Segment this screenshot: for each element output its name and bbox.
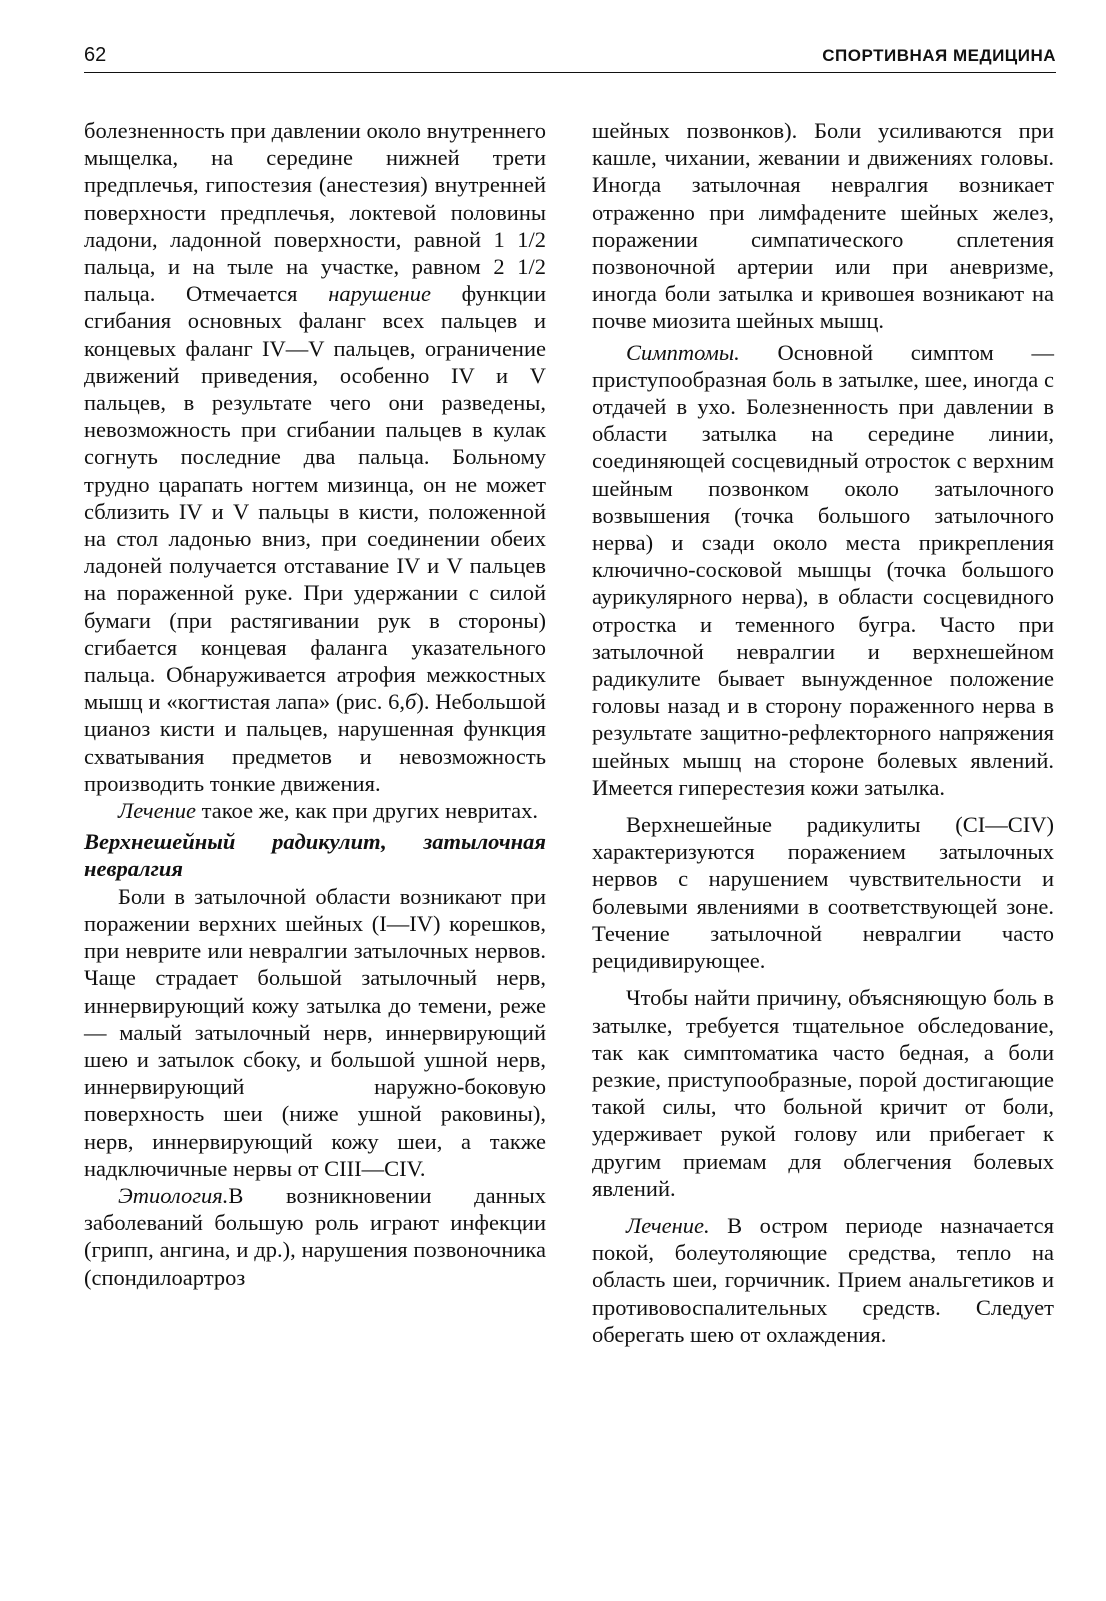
paragraph: [84, 797, 546, 824]
paragraph: Чтобы найти причину, объясняющую боль в затылке, требуется тщательное обследование, так как симптоматика часто бедная, а боли резкие, приступообразные, порой достигающие такой силы, что больной кричит от боли, удерживает рукой голову или прибегает к другим приемам для облегчения болевых явлений.: [592, 985, 1054, 1201]
text: болезненность при давлении около внутреннего мыщелка, на середине нижней трети предплечья, гипостезия (анестезия) внутренней поверхности предплечья, локтевой половины ладони, ладонной поверхности, равной 1 1/2 пальца, и на тыле на участке, равном 2 1/2 пальца. Отмечается: [84, 118, 546, 307]
paragraph: Боли в затылочной области возникают при поражении верхних шейных (I—IV) корешков, при неврите или невралгии затылочных нервов. Чаще страдает большой затылочный нерв, иннервирующий кожу затылка до темени, реже — малый затылочный нерв, иннервирующий шею и затылок сбоку, и большой ушной нерв, иннервирующий наружно-боковую поверхность шеи (ниже ушной раковины), нерв, иннервирующий кожу шеи, а также надключичные нервы от CIII—CIV.: [84, 883, 546, 1181]
emphasis: Симптомы.: [626, 339, 740, 365]
paragraph: [84, 117, 546, 797]
text: В остром периоде назначается покой, болеутоляющие средства, тепло на область шеи, горчичник. Прием анальгетиков и противовоспалительных средств. Следует оберегать шею от охлаждения.: [592, 1212, 1054, 1347]
emphasis: б: [405, 689, 417, 715]
emphasis: нарушение: [328, 281, 431, 307]
page-number: 62: [84, 44, 107, 66]
text: функции сгибания основных фаланг всех пальцев и концевых фаланг IV—V пальцев, ограничение движений приведения, особенно IV и V пальцев, в результате чего они разведены, невозможность при сгибании пальцев в кулак согнуть последние два пальца. Больному трудно царапать ногтем мизинца, он не может сблизить IV и V пальцы в кисти, положенной на стол ладонью вниз, при соединении обеих ладоней получается отставание IV и V пальцев на пораженной руке. При удержании с силой бумаги (при растягивании рук в стороны) сгибается концевая фаланга указательного пальца. Обнаруживается атрофия межкостных мышц и «когтистая лапа» (рис. 6,: [84, 281, 546, 715]
paragraph: [592, 1212, 1054, 1348]
text: ). Небольшой цианоз кисти и пальцев, нарушенная функция схватывания предметов и невозможность производить тонкие движения.: [84, 689, 546, 796]
text: такое же, как при других невритах.: [196, 798, 538, 824]
paragraph: [84, 1182, 546, 1291]
paragraph: [592, 339, 1054, 801]
left-column: [84, 117, 546, 1291]
right-column: [592, 117, 1054, 1348]
emphasis: Лечение.: [626, 1212, 710, 1238]
text: В возникновении данных заболеваний большую роль играют инфекции (грипп, ангина, и др.), нарушения позвоночника (спондилоартроз: [84, 1182, 546, 1290]
running-head: СПОРТИВНАЯ МЕДИЦИНА: [822, 46, 1056, 65]
paragraph: шейных позвонков). Боли усиливаются при кашле, чихании, жевании и движениях головы. Иногда затылочная невралгия возникает отраженно при лимфадените шейных желез, поражении симпатического сплетения позвоночной артерии или при аневризме, иногда боли затылка и кривошея возникают на почве миозита шейных мышц.: [592, 118, 1054, 334]
emphasis: Этиология.: [118, 1182, 229, 1208]
emphasis: Лечение: [118, 798, 197, 824]
header-rule: [84, 72, 1056, 73]
section-heading: Верхнешейный радикулит, затылочная невралгия: [84, 829, 546, 882]
text: Основной симптом — приступообразная боль в затылке, шее, иногда с отдачей в ухо. Болезненность при давлении в области затылка на середине линии, соединяющей сосцевидный отросток с верхним шейным позвонком около затылочного возвышения (точка большого затылочного нерва) и сзади около места прикрепления ключично-сосковой мышцы (точка большого аурикулярного нерва), в области сосцевидного отростка и теменного бугра. Часто при затылочной невралгии и верхнешейном радикулите бывает вынужденное положение головы назад и в сторону пораженного нерва в результате защитно-рефлекторного напряжения шейных мышц на стороне болевых явлений. Имеется гиперестезия кожи затылка.: [592, 339, 1054, 800]
paragraph: Верхнешейные радикулиты (CI—CIV) характеризуются поражением затылочных нервов с нарушением чувствительности и болевыми явлениями в соответствующей зоне. Течение затылочной невралгии часто рецидивирующее.: [592, 812, 1054, 974]
